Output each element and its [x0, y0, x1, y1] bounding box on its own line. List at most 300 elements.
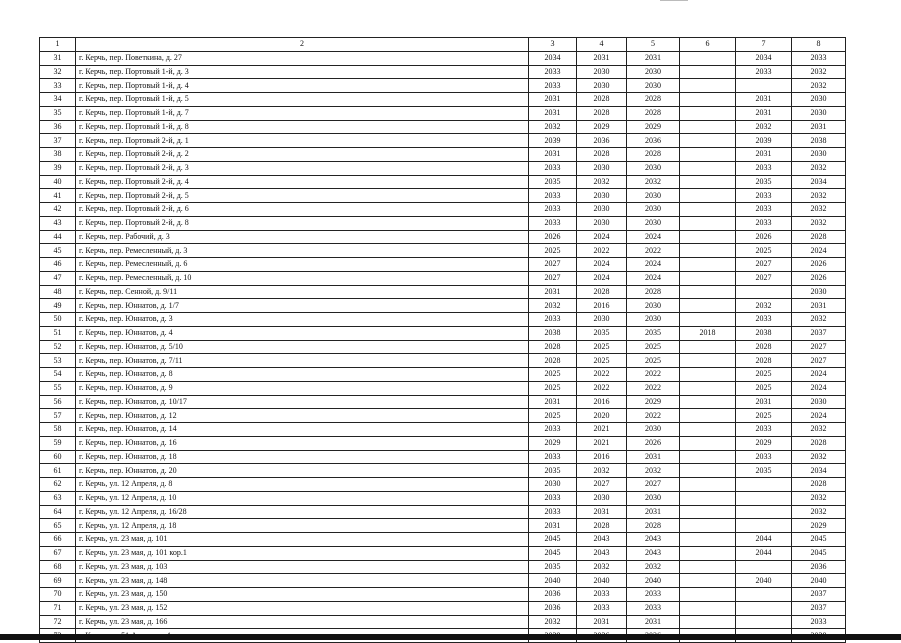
year-cell: 2028 — [577, 519, 627, 533]
year-cell: 2038 — [736, 326, 792, 340]
address-cell: г. Керчь, пер. Ремесленный, д. 6 — [76, 258, 529, 272]
year-cell: 2031 — [627, 51, 680, 65]
year-cell: 2025 — [529, 244, 577, 258]
table-row — [40, 230, 846, 244]
row-number-cell: 44 — [40, 230, 76, 244]
year-cell: 2030 — [627, 313, 680, 327]
year-cell: 2027 — [529, 271, 577, 285]
year-cell — [680, 313, 736, 327]
year-cell: 2034 — [529, 51, 577, 65]
table-row — [40, 79, 846, 93]
year-cell: 2033 — [736, 313, 792, 327]
address-cell: г. Керчь, пер. Юннатов, д. 10/17 — [76, 395, 529, 409]
year-cell: 2031 — [792, 299, 846, 313]
scan-mark — [660, 0, 688, 1]
table-row — [40, 533, 846, 547]
year-cell — [680, 560, 736, 574]
year-cell: 2032 — [792, 216, 846, 230]
table-row — [40, 161, 846, 175]
year-cell: 2033 — [529, 505, 577, 519]
year-cell: 2037 — [792, 326, 846, 340]
year-cell: 2022 — [627, 368, 680, 382]
year-cell: 2038 — [792, 134, 846, 148]
year-cell: 2032 — [792, 505, 846, 519]
row-number-cell: 39 — [40, 161, 76, 175]
table-row — [40, 106, 846, 120]
table-row — [40, 423, 846, 437]
year-cell: 2033 — [627, 588, 680, 602]
row-number-cell: 33 — [40, 79, 76, 93]
year-cell — [680, 244, 736, 258]
address-cell: г. Керчь, пер. Юннатов, д. 16 — [76, 436, 529, 450]
row-number-cell: 61 — [40, 464, 76, 478]
year-cell: 2022 — [577, 244, 627, 258]
year-cell: 2032 — [627, 175, 680, 189]
address-cell: г. Керчь, ул. 23 мая, д. 150 — [76, 588, 529, 602]
row-number-cell: 49 — [40, 299, 76, 313]
row-number-cell: 37 — [40, 134, 76, 148]
year-cell: 2032 — [792, 450, 846, 464]
year-cell: 2030 — [627, 299, 680, 313]
address-cell: г. Керчь, пер. Поветкина, д. 27 — [76, 51, 529, 65]
year-cell — [680, 203, 736, 217]
year-cell: 2031 — [627, 505, 680, 519]
year-cell: 2028 — [627, 93, 680, 107]
address-cell: г. Керчь, ул. 12 Апреля, д. 18 — [76, 519, 529, 533]
year-cell: 2032 — [792, 79, 846, 93]
year-cell: 2030 — [627, 491, 680, 505]
year-cell — [680, 299, 736, 313]
year-cell: 2043 — [627, 533, 680, 547]
address-cell: г. Керчь, пер. Сенной, д. 9/11 — [76, 285, 529, 299]
address-cell: г. Керчь, ул. 23 мая, д. 166 — [76, 615, 529, 629]
row-number-cell: 58 — [40, 423, 76, 437]
address-cell: г. Керчь, ул. 23 мая, д. 152 — [76, 601, 529, 615]
year-cell: 2028 — [577, 93, 627, 107]
year-cell — [680, 505, 736, 519]
address-cell: г. Керчь, пер. Юннатов, д. 1/7 — [76, 299, 529, 313]
row-number-cell: 59 — [40, 436, 76, 450]
year-cell: 2036 — [529, 588, 577, 602]
table-row — [40, 450, 846, 464]
year-cell: 2025 — [577, 354, 627, 368]
table-row — [40, 588, 846, 602]
address-cell: г. Керчь, пер. Юннатов, д. 14 — [76, 423, 529, 437]
table-row — [40, 189, 846, 203]
year-cell: 2024 — [792, 409, 846, 423]
table-row — [40, 354, 846, 368]
table-row — [40, 120, 846, 134]
row-number-cell: 68 — [40, 560, 76, 574]
table-row — [40, 574, 846, 588]
address-cell: г. Керчь, пер. Юннатов, д. 4 — [76, 326, 529, 340]
year-cell: 2031 — [577, 51, 627, 65]
row-number-cell: 56 — [40, 395, 76, 409]
year-cell: 2024 — [792, 368, 846, 382]
year-cell: 2024 — [792, 381, 846, 395]
year-cell: 2022 — [627, 244, 680, 258]
year-cell: 2024 — [627, 258, 680, 272]
year-cell — [680, 189, 736, 203]
address-cell: г. Керчь, пер. Юннатов, д. 8 — [76, 368, 529, 382]
year-cell: 2033 — [736, 203, 792, 217]
table-row — [40, 313, 846, 327]
year-cell — [680, 175, 736, 189]
year-cell — [680, 615, 736, 629]
year-cell: 2030 — [577, 203, 627, 217]
year-cell: 2032 — [577, 464, 627, 478]
year-cell: 2025 — [736, 409, 792, 423]
year-cell: 2031 — [529, 519, 577, 533]
address-cell: г. Керчь, ул. 23 мая, д. 101 кор.1 — [76, 546, 529, 560]
column-header: 6 — [680, 38, 736, 52]
year-cell: 2031 — [736, 106, 792, 120]
year-cell: 2031 — [529, 395, 577, 409]
year-cell — [680, 148, 736, 162]
table-row — [40, 65, 846, 79]
year-cell: 2033 — [577, 601, 627, 615]
table-row — [40, 615, 846, 629]
year-cell: 2030 — [577, 313, 627, 327]
address-cell: г. Керчь, пер. Портовый 1-й, д. 8 — [76, 120, 529, 134]
address-cell: г. Керчь, пер. Портовый 1-й, д. 5 — [76, 93, 529, 107]
year-cell: 2027 — [736, 258, 792, 272]
year-cell: 2038 — [529, 326, 577, 340]
year-cell — [680, 601, 736, 615]
address-cell: г. Керчь, пер. Ремесленный, д. 3 — [76, 244, 529, 258]
year-cell — [736, 79, 792, 93]
table-row — [40, 505, 846, 519]
year-cell: 2043 — [627, 546, 680, 560]
year-cell — [680, 354, 736, 368]
row-number-cell: 65 — [40, 519, 76, 533]
table-row — [40, 285, 846, 299]
year-cell: 2024 — [577, 271, 627, 285]
column-header: 7 — [736, 38, 792, 52]
row-number-cell: 66 — [40, 533, 76, 547]
table-row — [40, 546, 846, 560]
year-cell: 2034 — [736, 51, 792, 65]
year-cell: 2029 — [577, 120, 627, 134]
year-cell: 2032 — [736, 299, 792, 313]
year-cell: 2040 — [736, 574, 792, 588]
year-cell: 2030 — [577, 79, 627, 93]
year-cell: 2033 — [529, 491, 577, 505]
year-cell — [680, 423, 736, 437]
year-cell — [680, 588, 736, 602]
row-number-cell: 67 — [40, 546, 76, 560]
row-number-cell: 63 — [40, 491, 76, 505]
table-row — [40, 93, 846, 107]
year-cell: 2033 — [529, 423, 577, 437]
year-cell — [680, 450, 736, 464]
year-cell: 2025 — [736, 381, 792, 395]
column-header: 3 — [529, 38, 577, 52]
schedule-table-container — [39, 37, 846, 643]
year-cell — [736, 560, 792, 574]
row-number-cell: 64 — [40, 505, 76, 519]
column-header: 4 — [577, 38, 627, 52]
year-cell: 2029 — [792, 519, 846, 533]
year-cell: 2040 — [627, 574, 680, 588]
table-row — [40, 519, 846, 533]
year-cell: 2029 — [529, 436, 577, 450]
row-number-cell: 41 — [40, 189, 76, 203]
year-cell — [736, 588, 792, 602]
year-cell: 2043 — [577, 533, 627, 547]
year-cell: 2032 — [577, 560, 627, 574]
year-cell: 2028 — [736, 354, 792, 368]
year-cell: 2028 — [577, 285, 627, 299]
row-number-cell: 50 — [40, 313, 76, 327]
year-cell: 2027 — [792, 354, 846, 368]
row-number-cell: 71 — [40, 601, 76, 615]
address-cell: г. Керчь, пер. Рабочий, д. 3 — [76, 230, 529, 244]
year-cell: 2036 — [792, 560, 846, 574]
address-cell: г. Керчь, ул. 23 мая, д. 103 — [76, 560, 529, 574]
year-cell: 2035 — [736, 175, 792, 189]
schedule-table — [39, 37, 846, 643]
address-cell: г. Керчь, пер. Портовый 1-й, д. 7 — [76, 106, 529, 120]
row-number-cell: 57 — [40, 409, 76, 423]
table-row — [40, 381, 846, 395]
year-cell — [736, 491, 792, 505]
row-number-cell: 45 — [40, 244, 76, 258]
year-cell: 2021 — [577, 423, 627, 437]
year-cell: 2035 — [529, 560, 577, 574]
year-cell: 2031 — [577, 615, 627, 629]
table-row — [40, 148, 846, 162]
row-number-cell: 52 — [40, 340, 76, 354]
year-cell — [680, 381, 736, 395]
table-row — [40, 491, 846, 505]
year-cell: 2031 — [529, 93, 577, 107]
row-number-cell: 53 — [40, 354, 76, 368]
table-row — [40, 436, 846, 450]
table-row — [40, 478, 846, 492]
year-cell: 2025 — [529, 409, 577, 423]
year-cell: 2028 — [736, 340, 792, 354]
year-cell: 2025 — [529, 368, 577, 382]
table-body — [40, 51, 846, 642]
year-cell: 2028 — [627, 106, 680, 120]
year-cell: 2030 — [577, 216, 627, 230]
address-cell: г. Керчь, пер. Юннатов, д. 3 — [76, 313, 529, 327]
year-cell: 2030 — [627, 65, 680, 79]
year-cell — [680, 271, 736, 285]
row-number-cell: 60 — [40, 450, 76, 464]
year-cell: 2030 — [529, 478, 577, 492]
row-number-cell: 38 — [40, 148, 76, 162]
table-row — [40, 368, 846, 382]
year-cell — [680, 491, 736, 505]
year-cell: 2028 — [792, 436, 846, 450]
year-cell — [680, 340, 736, 354]
column-header: 8 — [792, 38, 846, 52]
year-cell: 2033 — [577, 588, 627, 602]
year-cell: 2020 — [577, 409, 627, 423]
year-cell: 2040 — [577, 574, 627, 588]
year-cell: 2035 — [529, 464, 577, 478]
year-cell: 2032 — [792, 65, 846, 79]
year-cell: 2027 — [529, 258, 577, 272]
year-cell: 2032 — [627, 560, 680, 574]
year-cell: 2032 — [792, 203, 846, 217]
year-cell: 2034 — [792, 464, 846, 478]
year-cell — [680, 368, 736, 382]
address-cell: г. Керчь, пер. Юннатов, д. 20 — [76, 464, 529, 478]
year-cell: 2036 — [529, 601, 577, 615]
year-cell: 2030 — [792, 93, 846, 107]
year-cell: 2036 — [627, 134, 680, 148]
column-header: 2 — [76, 38, 529, 52]
year-cell: 2044 — [736, 546, 792, 560]
year-cell: 2028 — [627, 148, 680, 162]
year-cell — [680, 464, 736, 478]
year-cell: 2028 — [792, 230, 846, 244]
year-cell: 2045 — [529, 546, 577, 560]
row-number-cell: 42 — [40, 203, 76, 217]
row-number-cell: 69 — [40, 574, 76, 588]
year-cell: 2032 — [529, 615, 577, 629]
year-cell: 2030 — [627, 161, 680, 175]
year-cell: 2031 — [529, 285, 577, 299]
year-cell: 2025 — [736, 244, 792, 258]
column-header: 5 — [627, 38, 680, 52]
year-cell: 2033 — [529, 216, 577, 230]
table-row — [40, 175, 846, 189]
year-cell: 2022 — [577, 381, 627, 395]
year-cell: 2030 — [577, 189, 627, 203]
year-cell: 2043 — [577, 546, 627, 560]
year-cell — [736, 519, 792, 533]
year-cell: 2045 — [529, 533, 577, 547]
table-row — [40, 203, 846, 217]
year-cell: 2028 — [577, 148, 627, 162]
year-cell: 2022 — [577, 368, 627, 382]
year-cell: 2024 — [627, 230, 680, 244]
year-cell: 2031 — [627, 615, 680, 629]
year-cell: 2040 — [792, 574, 846, 588]
address-cell: г. Керчь, пер. Портовый 1-й, д. 4 — [76, 79, 529, 93]
row-number-cell: 35 — [40, 106, 76, 120]
year-cell: 2031 — [736, 395, 792, 409]
row-number-cell: 40 — [40, 175, 76, 189]
year-cell — [680, 478, 736, 492]
year-cell: 2031 — [792, 120, 846, 134]
year-cell — [680, 285, 736, 299]
year-cell: 2033 — [736, 65, 792, 79]
year-cell: 2030 — [792, 148, 846, 162]
year-cell: 2027 — [627, 478, 680, 492]
address-cell: г. Керчь, пер. Портовый 2-й, д. 5 — [76, 189, 529, 203]
address-cell: г. Керчь, пер. Юннатов, д. 9 — [76, 381, 529, 395]
year-cell: 2026 — [736, 230, 792, 244]
year-cell: 2033 — [529, 313, 577, 327]
year-cell — [680, 161, 736, 175]
address-cell: г. Керчь, пер. Юннатов, д. 5/10 — [76, 340, 529, 354]
year-cell: 2026 — [792, 258, 846, 272]
scan-edge — [0, 634, 901, 640]
year-cell — [736, 478, 792, 492]
year-cell: 2032 — [792, 189, 846, 203]
table-row — [40, 299, 846, 313]
year-cell: 2031 — [736, 148, 792, 162]
year-cell: 2035 — [577, 326, 627, 340]
header-row — [40, 38, 846, 52]
table-row — [40, 395, 846, 409]
year-cell: 2028 — [529, 354, 577, 368]
table-row — [40, 134, 846, 148]
year-cell: 2016 — [577, 395, 627, 409]
year-cell: 2033 — [529, 450, 577, 464]
address-cell: г. Керчь, ул. 12 Апреля, д. 16/28 — [76, 505, 529, 519]
year-cell — [680, 395, 736, 409]
year-cell — [736, 615, 792, 629]
year-cell: 2033 — [529, 79, 577, 93]
year-cell: 2027 — [736, 271, 792, 285]
row-number-cell: 51 — [40, 326, 76, 340]
year-cell: 2022 — [627, 381, 680, 395]
year-cell — [680, 134, 736, 148]
year-cell: 2033 — [529, 189, 577, 203]
row-number-cell: 62 — [40, 478, 76, 492]
year-cell — [736, 285, 792, 299]
address-cell: г. Керчь, ул. 12 Апреля, д. 8 — [76, 478, 529, 492]
year-cell: 2044 — [736, 533, 792, 547]
year-cell: 2033 — [736, 216, 792, 230]
year-cell: 2021 — [577, 436, 627, 450]
table-row — [40, 216, 846, 230]
year-cell: 2030 — [627, 423, 680, 437]
row-number-cell: 43 — [40, 216, 76, 230]
address-cell: г. Керчь, пер. Портовый 2-й, д. 1 — [76, 134, 529, 148]
row-number-cell: 70 — [40, 588, 76, 602]
table-row — [40, 258, 846, 272]
year-cell: 2024 — [577, 258, 627, 272]
year-cell — [680, 546, 736, 560]
year-cell: 2031 — [577, 505, 627, 519]
year-cell — [680, 436, 736, 450]
year-cell: 2032 — [529, 299, 577, 313]
address-cell: г. Керчь, пер. Портовый 2-й, д. 6 — [76, 203, 529, 217]
year-cell: 2045 — [792, 533, 846, 547]
year-cell: 2030 — [627, 203, 680, 217]
year-cell: 2037 — [792, 588, 846, 602]
address-cell: г. Керчь, ул. 23 мая, д. 101 — [76, 533, 529, 547]
year-cell: 2033 — [792, 615, 846, 629]
year-cell: 2031 — [529, 106, 577, 120]
year-cell: 2030 — [577, 65, 627, 79]
row-number-cell: 54 — [40, 368, 76, 382]
year-cell — [680, 51, 736, 65]
year-cell: 2035 — [529, 175, 577, 189]
year-cell: 2029 — [736, 436, 792, 450]
table-row — [40, 601, 846, 615]
year-cell — [680, 93, 736, 107]
year-cell — [680, 79, 736, 93]
year-cell: 2030 — [792, 395, 846, 409]
row-number-cell: 48 — [40, 285, 76, 299]
year-cell — [680, 533, 736, 547]
table-row — [40, 244, 846, 258]
address-cell: г. Керчь, пер. Портовый 2-й, д. 4 — [76, 175, 529, 189]
year-cell: 2016 — [577, 450, 627, 464]
year-cell: 2030 — [792, 106, 846, 120]
year-cell: 2030 — [627, 79, 680, 93]
year-cell: 2033 — [792, 51, 846, 65]
year-cell: 2040 — [529, 574, 577, 588]
